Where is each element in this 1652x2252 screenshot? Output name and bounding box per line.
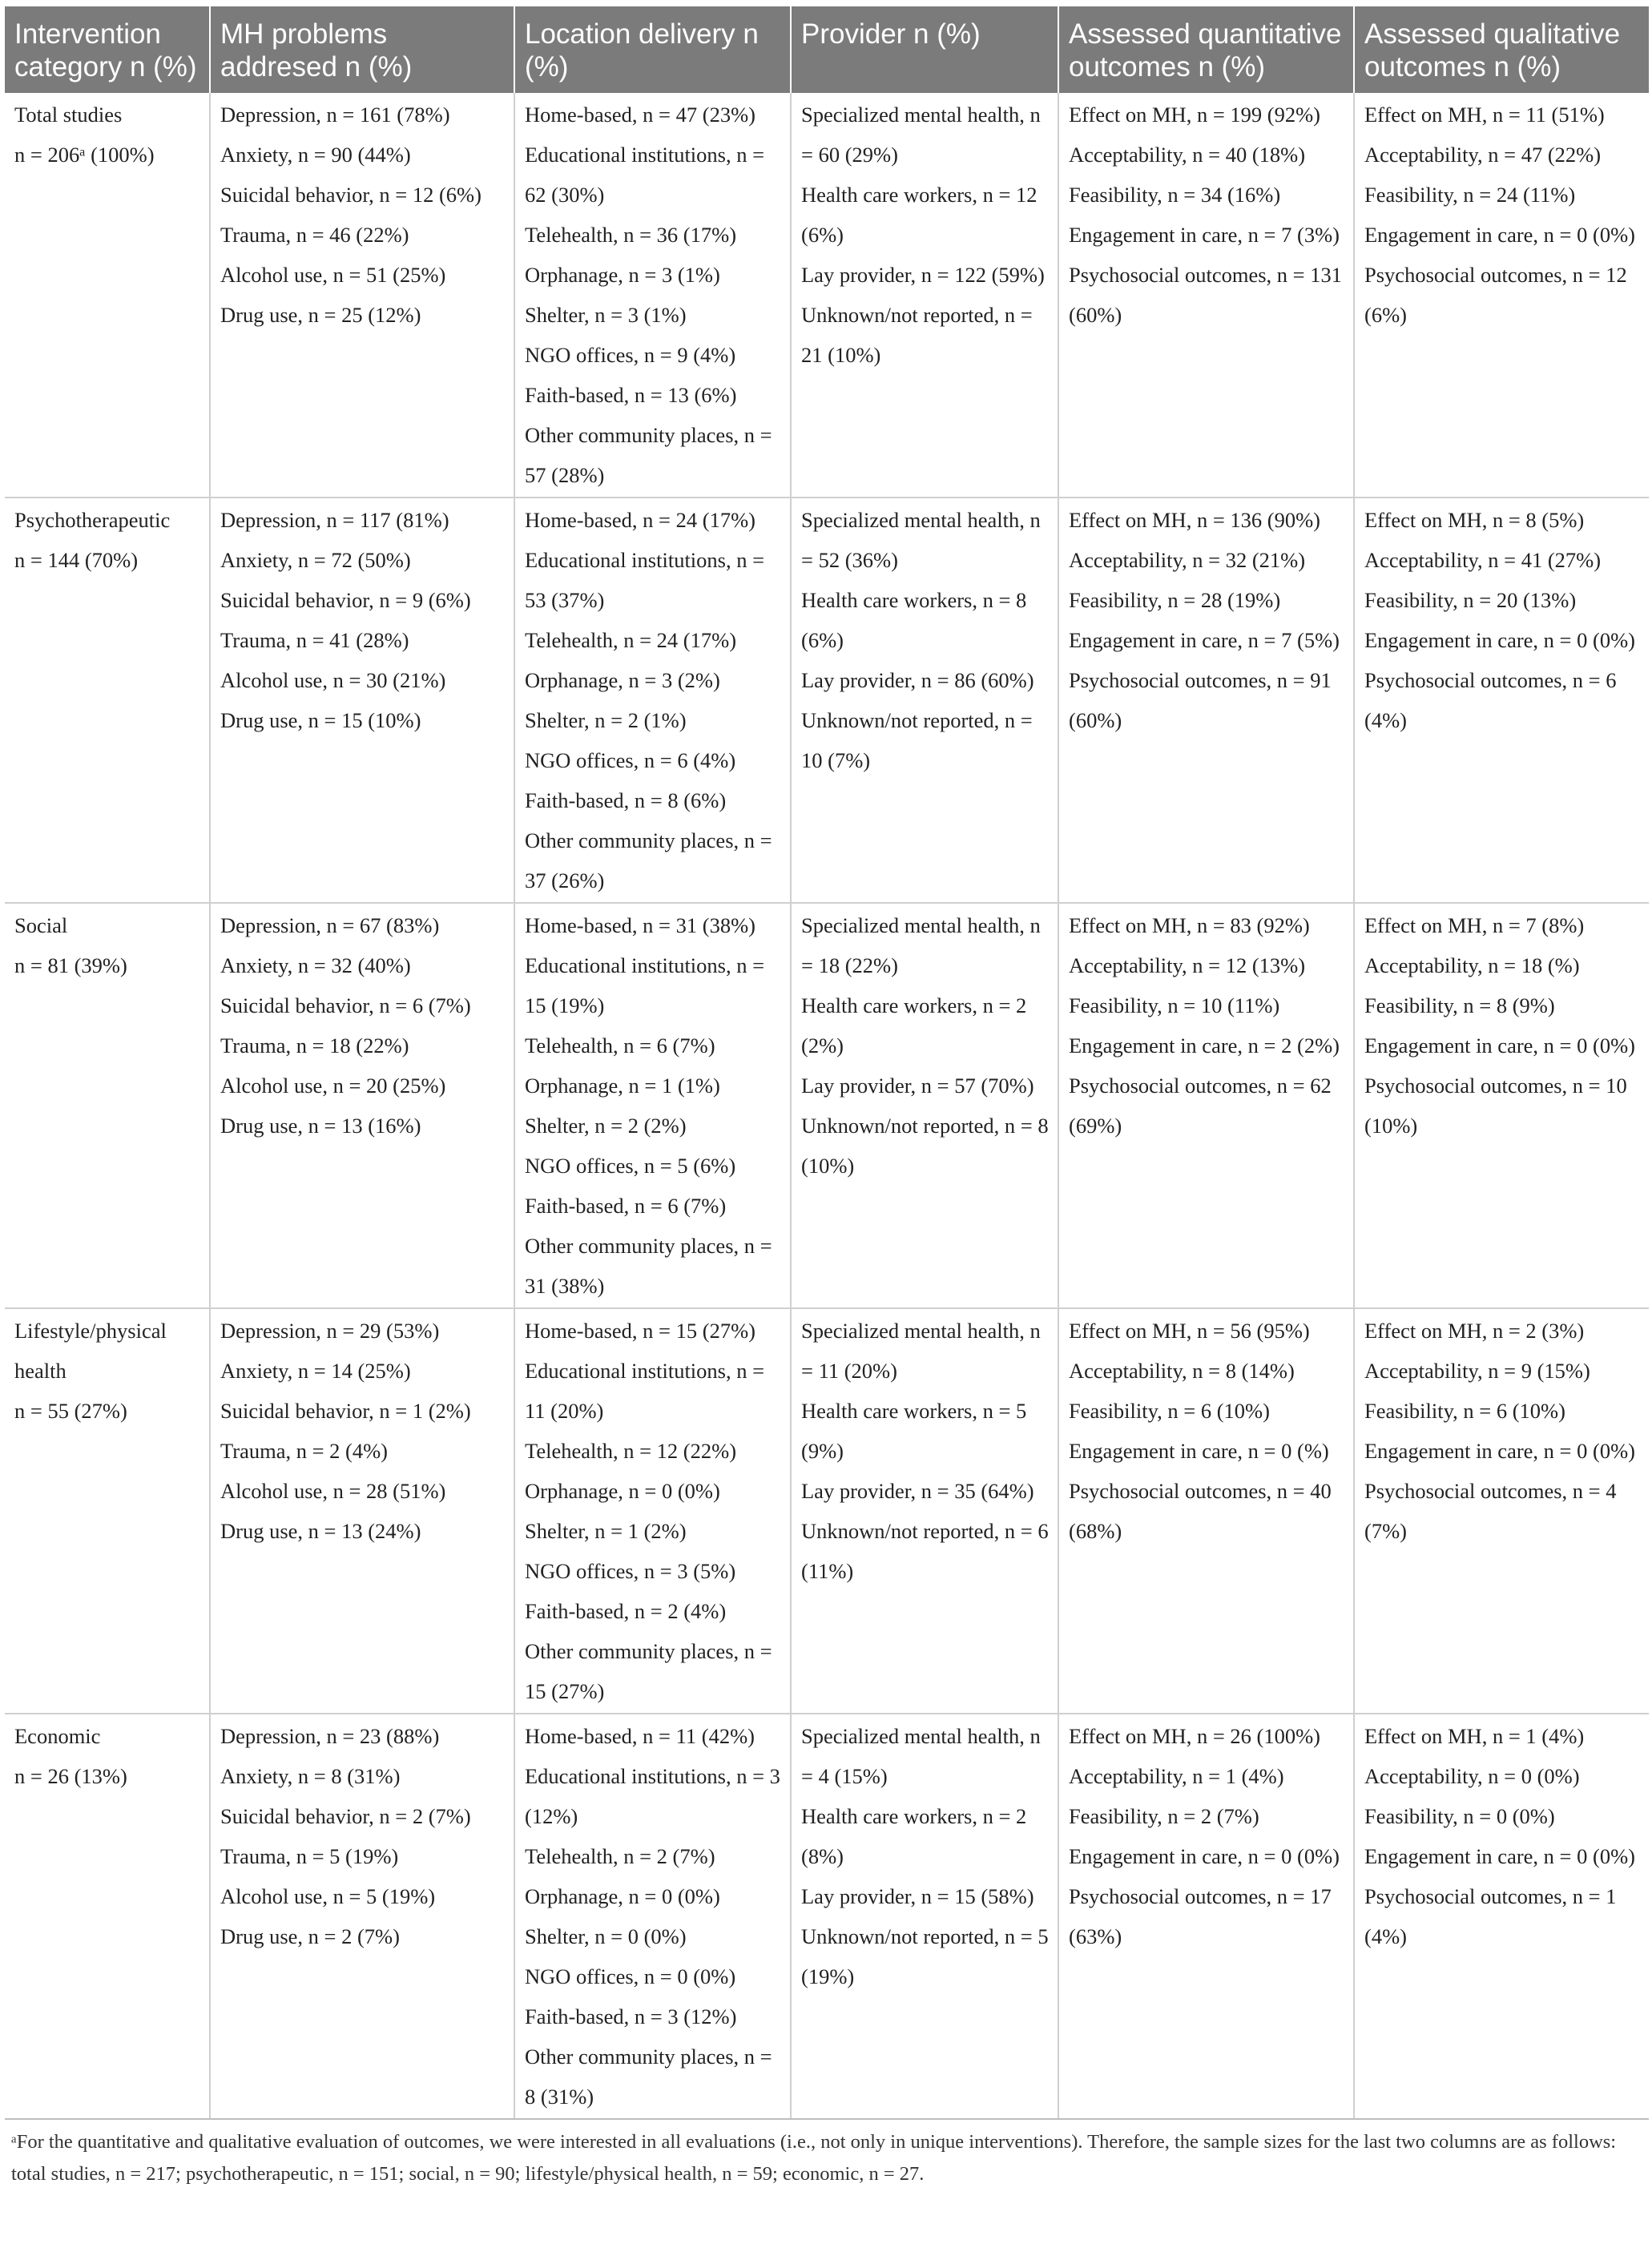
cell-entry: Social: [14, 913, 68, 937]
cell-entry: Acceptability, n = 9 (15%): [1364, 1359, 1590, 1383]
cell-entry: Faith-based, n = 3 (12%): [525, 2004, 737, 2028]
cell-entry: Total studies: [14, 103, 123, 127]
cell-entry: Anxiety, n = 32 (40%): [220, 953, 411, 977]
cell-entry: Psychosocial outcomes, n = 17 (63%): [1069, 1884, 1332, 1948]
cell-entry: Psychosocial outcomes, n = 62 (69%): [1069, 1074, 1332, 1138]
cell-entry: Health care workers, n = 2 (2%): [801, 993, 1027, 1058]
cell-entry: Acceptability, n = 18 (%): [1364, 953, 1580, 977]
cell-entry: Acceptability, n = 12 (13%): [1069, 953, 1306, 977]
cell-entry: Effect on MH, n = 56 (95%): [1069, 1319, 1310, 1343]
cell-entry: Feasibility, n = 20 (13%): [1364, 588, 1577, 612]
cell-entry: Lay provider, n = 86 (60%): [801, 668, 1034, 692]
cell-entry: Alcohol use, n = 51 (25%): [220, 263, 446, 287]
cell-entry: Effect on MH, n = 8 (5%): [1364, 508, 1585, 532]
cell-entry: Feasibility, n = 0 (0%): [1364, 1804, 1555, 1828]
cell-entry: Educational institutions, n = 15 (19%): [525, 953, 765, 1017]
cell-entry: Psychosocial outcomes, n = 12 (6%): [1364, 263, 1627, 327]
cell-entry: NGO offices, n = 9 (4%): [525, 343, 736, 367]
cell-quantitative-outcomes: [1058, 93, 1354, 498]
cell-entry: Educational institutions, n = 62 (30%): [525, 143, 765, 207]
cell-entry: Feasibility, n = 28 (19%): [1069, 588, 1281, 612]
cell-entry: Trauma, n = 5 (19%): [220, 1844, 399, 1868]
header-row: [5, 6, 1649, 93]
cell-entry: Psychotherapeutic: [14, 508, 171, 532]
cell-entry: Faith-based, n = 13 (6%): [525, 383, 737, 407]
cell-entry: Drug use, n = 2 (7%): [220, 1924, 400, 1948]
cell-entry: Feasibility, n = 8 (9%): [1364, 993, 1555, 1017]
cell-entry: Economic: [14, 1724, 101, 1748]
cell-entry: Anxiety, n = 72 (50%): [220, 548, 411, 572]
cell-entry: Shelter, n = 2 (2%): [525, 1114, 687, 1138]
header-mh-problems: MH problems addresed n (%): [210, 6, 514, 93]
cell-entry: Specialized mental health, n = 60 (29%): [801, 103, 1041, 167]
cell-quantitative-outcomes: [1058, 1308, 1354, 1714]
cell-entry: Effect on MH, n = 136 (90%): [1069, 508, 1320, 532]
cell-entry: Trauma, n = 18 (22%): [220, 1033, 409, 1058]
cell-location-delivery: [514, 903, 791, 1308]
cell-entry: Feasibility, n = 6 (10%): [1364, 1399, 1565, 1423]
cell-entry: Telehealth, n = 24 (17%): [525, 628, 737, 652]
cell-entry: Suicidal behavior, n = 2 (7%): [220, 1804, 471, 1828]
cell-entry: Other community places, n = 31 (38%): [525, 1234, 772, 1298]
cell-entry: Acceptability, n = 41 (27%): [1364, 548, 1602, 572]
cell-entry: n = 26 (13%): [14, 1764, 127, 1788]
cell-entry: Orphanage, n = 1 (1%): [525, 1074, 720, 1098]
cell-entry: NGO offices, n = 5 (6%): [525, 1154, 736, 1178]
cell-entry: Trauma, n = 41 (28%): [220, 628, 409, 652]
cell-location-delivery: [514, 93, 791, 498]
cell-entry: Unknown/not reported, n = 21 (10%): [801, 303, 1033, 367]
table-row: [5, 1308, 1649, 1714]
cell-entry: Home-based, n = 31 (38%): [525, 913, 755, 937]
cell-entry: Suicidal behavior, n = 12 (6%): [220, 183, 481, 207]
cell-entry: Engagement in care, n = 7 (3%): [1069, 223, 1340, 247]
cell-entry: Trauma, n = 2 (4%): [220, 1439, 389, 1463]
cell-entry: Suicidal behavior, n = 1 (2%): [220, 1399, 471, 1423]
cell-entry: Feasibility, n = 10 (11%): [1069, 993, 1280, 1017]
cell-quantitative-outcomes: [1058, 498, 1354, 903]
cell-entry: NGO offices, n = 3 (5%): [525, 1559, 736, 1583]
cell-entry: Engagement in care, n = 0 (0%): [1364, 1439, 1635, 1463]
cell-entry: Depression, n = 23 (88%): [220, 1724, 440, 1748]
cell-entry: Other community places, n = 15 (27%): [525, 1639, 772, 1703]
cell-entry: Home-based, n = 24 (17%): [525, 508, 755, 532]
header-intervention-category: Intervention category n (%): [5, 6, 210, 93]
cell-entry: Unknown/not reported, n = 5 (19%): [801, 1924, 1049, 1988]
cell-entry: Health care workers, n = 12 (6%): [801, 183, 1038, 247]
cell-quantitative-outcomes: [1058, 903, 1354, 1308]
cell-entry: Engagement in care, n = 0 (0%): [1364, 1844, 1635, 1868]
cell-entry: n = 144 (70%): [14, 548, 139, 572]
cell-entry: Specialized mental health, n = 52 (36%): [801, 508, 1041, 572]
cell-intervention-category: [5, 498, 210, 903]
table-body: [5, 93, 1649, 2119]
cell-entry: n = 55 (27%): [14, 1399, 127, 1423]
cell-entry: Effect on MH, n = 1 (4%): [1364, 1724, 1585, 1748]
cell-entry: Alcohol use, n = 28 (51%): [220, 1479, 446, 1503]
cell-entry: Alcohol use, n = 30 (21%): [220, 668, 446, 692]
cell-entry: Unknown/not reported, n = 8 (10%): [801, 1114, 1049, 1178]
header-quantitative-outcomes: Assessed quantitative outcomes n (%): [1058, 6, 1354, 93]
cell-provider: [791, 1714, 1058, 2119]
cell-entry: Telehealth, n = 2 (7%): [525, 1844, 715, 1868]
cell-entry: Feasibility, n = 24 (11%): [1364, 183, 1576, 207]
cell-entry: Anxiety, n = 14 (25%): [220, 1359, 411, 1383]
cell-location-delivery: [514, 498, 791, 903]
cell-entry: Psychosocial outcomes, n = 6 (4%): [1364, 668, 1617, 732]
cell-entry: Depression, n = 29 (53%): [220, 1319, 440, 1343]
cell-provider: [791, 498, 1058, 903]
cell-entry: Orphanage, n = 0 (0%): [525, 1884, 720, 1908]
cell-entry: Drug use, n = 13 (16%): [220, 1114, 421, 1138]
cell-qualitative-outcomes: [1354, 1308, 1649, 1714]
cell-entry: Effect on MH, n = 7 (8%): [1364, 913, 1585, 937]
cell-entry: Acceptability, n = 0 (0%): [1364, 1764, 1580, 1788]
cell-entry: Telehealth, n = 36 (17%): [525, 223, 737, 247]
cell-entry: Home-based, n = 47 (23%): [525, 103, 755, 127]
cell-qualitative-outcomes: [1354, 93, 1649, 498]
cell-entry: Shelter, n = 3 (1%): [525, 303, 687, 327]
cell-intervention-category: [5, 1714, 210, 2119]
cell-entry: Suicidal behavior, n = 6 (7%): [220, 993, 471, 1017]
cell-entry: Other community places, n = 37 (26%): [525, 828, 772, 892]
cell-entry: Psychosocial outcomes, n = 131 (60%): [1069, 263, 1343, 327]
cell-provider: [791, 903, 1058, 1308]
header-provider: Provider n (%): [791, 6, 1058, 93]
intervention-summary-table: [5, 6, 1649, 2120]
cell-entry: Anxiety, n = 8 (31%): [220, 1764, 401, 1788]
cell-entry: Depression, n = 117 (81%): [220, 508, 449, 532]
header-location-delivery: Location delivery n (%): [514, 6, 791, 93]
cell-entry: Drug use, n = 13 (24%): [220, 1519, 421, 1543]
cell-entry: Lay provider, n = 15 (58%): [801, 1884, 1034, 1908]
cell-entry: Engagement in care, n = 0 (0%): [1364, 628, 1635, 652]
cell-entry: Educational institutions, n = 53 (37%): [525, 548, 765, 612]
cell-entry: Engagement in care, n = 0 (0%): [1069, 1844, 1340, 1868]
cell-qualitative-outcomes: [1354, 1714, 1649, 2119]
cell-entry: Acceptability, n = 32 (21%): [1069, 548, 1306, 572]
cell-entry: Engagement in care, n = 0 (0%): [1364, 1033, 1635, 1058]
table-row: [5, 498, 1649, 903]
cell-entry: NGO offices, n = 6 (4%): [525, 748, 736, 772]
cell-entry: Unknown/not reported, n = 10 (7%): [801, 708, 1033, 772]
cell-entry: Feasibility, n = 6 (10%): [1069, 1399, 1270, 1423]
cell-entry: Unknown/not reported, n = 6 (11%): [801, 1519, 1049, 1583]
cell-mh-problems: [210, 1308, 514, 1714]
cell-entry: Alcohol use, n = 5 (19%): [220, 1884, 436, 1908]
cell-location-delivery: [514, 1714, 791, 2119]
cell-entry: Psychosocial outcomes, n = 4 (7%): [1364, 1479, 1617, 1543]
cell-entry: Orphanage, n = 3 (1%): [525, 263, 720, 287]
cell-entry: Acceptability, n = 40 (18%): [1069, 143, 1306, 167]
cell-entry: Psychosocial outcomes, n = 91 (60%): [1069, 668, 1332, 732]
cell-entry: Effect on MH, n = 83 (92%): [1069, 913, 1310, 937]
cell-entry: Orphanage, n = 0 (0%): [525, 1479, 720, 1503]
cell-entry: Psychosocial outcomes, n = 40 (68%): [1069, 1479, 1332, 1543]
cell-entry: Engagement in care, n = 2 (2%): [1069, 1033, 1340, 1058]
cell-entry: Shelter, n = 2 (1%): [525, 708, 687, 732]
cell-mh-problems: [210, 1714, 514, 2119]
table-row: [5, 93, 1649, 498]
cell-entry: Psychosocial outcomes, n = 1 (4%): [1364, 1884, 1617, 1948]
cell-entry: n = 81 (39%): [14, 953, 127, 977]
cell-intervention-category: [5, 903, 210, 1308]
cell-entry: Effect on MH, n = 11 (51%): [1364, 103, 1605, 127]
cell-entry: Depression, n = 67 (83%): [220, 913, 440, 937]
cell-entry: Lay provider, n = 122 (59%): [801, 263, 1045, 287]
cell-entry: Specialized mental health, n = 18 (22%): [801, 913, 1041, 977]
cell-entry: Lay provider, n = 57 (70%): [801, 1074, 1034, 1098]
cell-entry: Feasibility, n = 2 (7%): [1069, 1804, 1259, 1828]
cell-entry: Depression, n = 161 (78%): [220, 103, 450, 127]
cell-entry: Faith-based, n = 2 (4%): [525, 1599, 727, 1623]
cell-entry: Feasibility, n = 34 (16%): [1069, 183, 1281, 207]
table-row: [5, 1714, 1649, 2119]
cell-entry: Lifestyle/physical health: [14, 1319, 167, 1383]
cell-entry: n = 206ᵃ (100%): [14, 143, 155, 167]
cell-entry: Anxiety, n = 90 (44%): [220, 143, 411, 167]
cell-entry: Drug use, n = 25 (12%): [220, 303, 421, 327]
table-row: [5, 903, 1649, 1308]
cell-entry: Faith-based, n = 6 (7%): [525, 1194, 727, 1218]
cell-mh-problems: [210, 498, 514, 903]
cell-entry: Telehealth, n = 12 (22%): [525, 1439, 737, 1463]
cell-entry: Drug use, n = 15 (10%): [220, 708, 421, 732]
cell-mh-problems: [210, 93, 514, 498]
cell-entry: Orphanage, n = 3 (2%): [525, 668, 720, 692]
cell-entry: Effect on MH, n = 26 (100%): [1069, 1724, 1320, 1748]
cell-entry: Shelter, n = 0 (0%): [525, 1924, 687, 1948]
cell-entry: Educational institutions, n = 11 (20%): [525, 1359, 765, 1423]
cell-entry: Health care workers, n = 2 (8%): [801, 1804, 1027, 1868]
header-qualitative-outcomes: Assessed qualitative outcomes n (%): [1354, 6, 1649, 93]
cell-entry: Educational institutions, n = 3 (12%): [525, 1764, 780, 1828]
cell-entry: Faith-based, n = 8 (6%): [525, 788, 727, 812]
cell-entry: Other community places, n = 57 (28%): [525, 423, 772, 487]
cell-entry: Alcohol use, n = 20 (25%): [220, 1074, 446, 1098]
cell-entry: Home-based, n = 15 (27%): [525, 1319, 755, 1343]
cell-qualitative-outcomes: [1354, 903, 1649, 1308]
cell-entry: Other community places, n = 8 (31%): [525, 2045, 772, 2109]
cell-entry: Acceptability, n = 47 (22%): [1364, 143, 1602, 167]
cell-quantitative-outcomes: [1058, 1714, 1354, 2119]
cell-entry: Psychosocial outcomes, n = 10 (10%): [1364, 1074, 1627, 1138]
cell-entry: Home-based, n = 11 (42%): [525, 1724, 755, 1748]
cell-provider: [791, 93, 1058, 498]
cell-entry: Telehealth, n = 6 (7%): [525, 1033, 715, 1058]
cell-entry: Lay provider, n = 35 (64%): [801, 1479, 1034, 1503]
cell-mh-problems: [210, 903, 514, 1308]
cell-entry: Suicidal behavior, n = 9 (6%): [220, 588, 471, 612]
cell-entry: Engagement in care, n = 0 (0%): [1364, 223, 1635, 247]
cell-provider: [791, 1308, 1058, 1714]
cell-entry: Health care workers, n = 8 (6%): [801, 588, 1027, 652]
cell-entry: Specialized mental health, n = 11 (20%): [801, 1319, 1041, 1383]
cell-entry: Trauma, n = 46 (22%): [220, 223, 409, 247]
cell-location-delivery: [514, 1308, 791, 1714]
cell-entry: Acceptability, n = 8 (14%): [1069, 1359, 1295, 1383]
cell-intervention-category: [5, 93, 210, 498]
cell-entry: Shelter, n = 1 (2%): [525, 1519, 687, 1543]
cell-entry: NGO offices, n = 0 (0%): [525, 1964, 736, 1988]
cell-entry: Engagement in care, n = 7 (5%): [1069, 628, 1340, 652]
cell-entry: Acceptability, n = 1 (4%): [1069, 1764, 1284, 1788]
table-footnote: ᵃFor the quantitative and qualitative evaluation of outcomes, we were interested in all evaluations (i.e., not only in unique interventions). Therefore, the sample sizes for the last two columns are as follows: total studies, n = 217; psychotherapeutic, n = 151; social, n = 90; lifestyle/physical health, n = 59; economic, n = 27.: [11, 2131, 1617, 2185]
cell-entry: Health care workers, n = 5 (9%): [801, 1399, 1027, 1463]
cell-intervention-category: [5, 1308, 210, 1714]
cell-entry: Effect on MH, n = 199 (92%): [1069, 103, 1320, 127]
cell-qualitative-outcomes: [1354, 498, 1649, 903]
cell-entry: Specialized mental health, n = 4 (15%): [801, 1724, 1041, 1788]
cell-entry: Engagement in care, n = 0 (%): [1069, 1439, 1329, 1463]
cell-entry: Effect on MH, n = 2 (3%): [1364, 1319, 1585, 1343]
